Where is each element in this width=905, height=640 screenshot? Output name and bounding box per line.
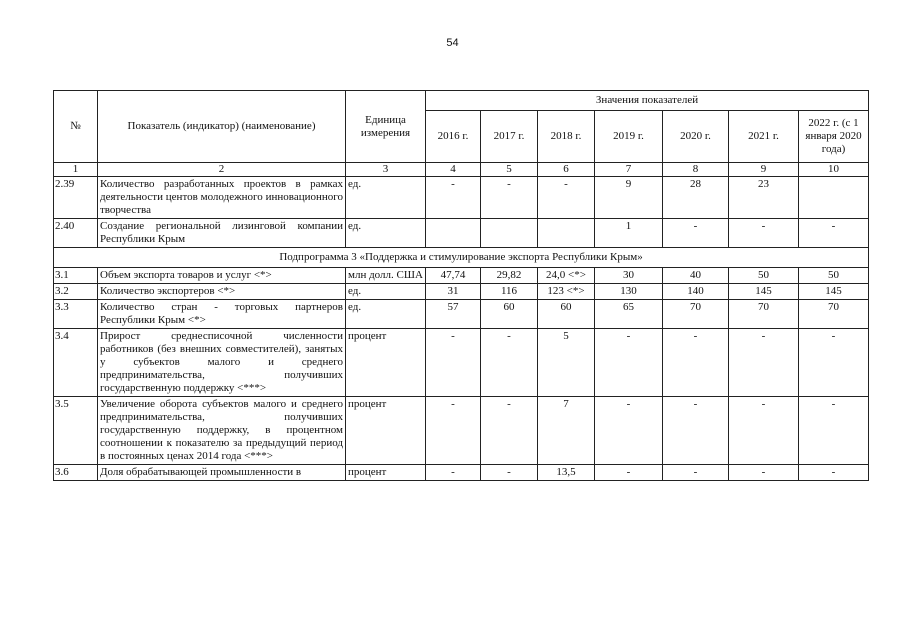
section-row — [54, 248, 869, 268]
row-number: 3.4 — [54, 329, 98, 397]
value-cell: 60 — [538, 300, 595, 329]
column-number: 5 — [481, 163, 538, 177]
rows-group-a — [54, 177, 869, 248]
row-number: 3.3 — [54, 300, 98, 329]
value-cell: 28 — [663, 177, 729, 219]
value-cell: - — [729, 465, 799, 481]
value-cell: 70 — [729, 300, 799, 329]
table-row — [54, 465, 869, 481]
unit-cell: процент — [346, 329, 426, 397]
value-cell: - — [799, 219, 869, 248]
header-year-2017: 2017 г. — [481, 111, 538, 163]
value-cell: - — [426, 465, 481, 481]
value-cell: 140 — [663, 284, 729, 300]
header-year-2022: 2022 г. (с 1 января 2020 года) — [799, 111, 869, 163]
column-number: 2 — [98, 163, 346, 177]
value-cell: - — [663, 397, 729, 465]
value-cell: - — [663, 465, 729, 481]
unit-cell: млн долл. США — [346, 268, 426, 284]
row-number: 3.6 — [54, 465, 98, 481]
value-cell: 7 — [538, 397, 595, 465]
value-cell: - — [426, 177, 481, 219]
value-cell: - — [729, 329, 799, 397]
unit-cell: ед. — [346, 177, 426, 219]
unit-cell: ед. — [346, 284, 426, 300]
header-year-2016: 2016 г. — [426, 111, 481, 163]
value-cell: 1 — [595, 219, 663, 248]
value-cell: - — [663, 219, 729, 248]
column-number: 1 — [54, 163, 98, 177]
value-cell: 70 — [799, 300, 869, 329]
table-row — [54, 268, 869, 284]
value-cell: 31 — [426, 284, 481, 300]
indicator-name: Доля обрабатывающей промышленности в — [98, 465, 346, 481]
header-indicator: Показатель (индикатор) (наименование) — [98, 91, 346, 163]
value-cell: - — [799, 397, 869, 465]
value-cell: 40 — [663, 268, 729, 284]
value-cell: 145 — [729, 284, 799, 300]
value-cell: 57 — [426, 300, 481, 329]
indicator-name: Объем экспорта товаров и услуг <*> — [98, 268, 346, 284]
value-cell: 13,5 — [538, 465, 595, 481]
column-number: 8 — [663, 163, 729, 177]
header-year-2020: 2020 г. — [663, 111, 729, 163]
header-values-group: Значения показателей — [426, 91, 869, 111]
value-cell: - — [729, 219, 799, 248]
section-title: Подпрограмма 3 «Поддержка и стимулирование экспорта Республики Крым» — [54, 248, 869, 268]
column-number: 6 — [538, 163, 595, 177]
value-cell: - — [538, 177, 595, 219]
value-cell: 116 — [481, 284, 538, 300]
value-cell: - — [663, 329, 729, 397]
value-cell: 145 — [799, 284, 869, 300]
row-number: 2.39 — [54, 177, 98, 219]
indicator-name: Создание региональной лизинговой компании Республики Крым — [98, 219, 346, 248]
header-unit: Единица измерения — [346, 91, 426, 163]
value-cell — [481, 219, 538, 248]
indicator-name: Количество стран - торговых партнеров Республики Крым <*> — [98, 300, 346, 329]
value-cell: - — [426, 329, 481, 397]
header-year-2021: 2021 г. — [729, 111, 799, 163]
value-cell: - — [595, 329, 663, 397]
unit-cell: процент — [346, 465, 426, 481]
value-cell: - — [595, 397, 663, 465]
table-row — [54, 284, 869, 300]
value-cell: - — [595, 465, 663, 481]
table-row — [54, 300, 869, 329]
column-number: 9 — [729, 163, 799, 177]
value-cell — [538, 219, 595, 248]
value-cell: - — [481, 397, 538, 465]
unit-cell: ед. — [346, 219, 426, 248]
header-year-2018: 2018 г. — [538, 111, 595, 163]
row-number: 3.1 — [54, 268, 98, 284]
value-cell: - — [799, 465, 869, 481]
value-cell: 50 — [729, 268, 799, 284]
value-cell: - — [729, 397, 799, 465]
rows-group-b — [54, 268, 869, 481]
header-number: № — [54, 91, 98, 163]
value-cell: 130 — [595, 284, 663, 300]
value-cell: 9 — [595, 177, 663, 219]
value-cell: 47,74 — [426, 268, 481, 284]
value-cell: 24,0 <*> — [538, 268, 595, 284]
value-cell: 70 — [663, 300, 729, 329]
header-year-2019: 2019 г. — [595, 111, 663, 163]
indicator-name: Количество экспортеров <*> — [98, 284, 346, 300]
column-number-row — [54, 163, 869, 177]
value-cell: 29,82 — [481, 268, 538, 284]
value-cell: - — [481, 465, 538, 481]
value-cell: - — [481, 329, 538, 397]
table-row — [54, 397, 869, 465]
indicator-name: Прирост среднесписочной численности работников (без внешних совместителей), занятых у субъектов малого и среднего предпринимательства, получивших государственную поддержку <***> — [98, 329, 346, 397]
column-number: 4 — [426, 163, 481, 177]
page-number: 54 — [446, 37, 459, 49]
value-cell: 60 — [481, 300, 538, 329]
value-cell: 23 — [729, 177, 799, 219]
value-cell: 123 <*> — [538, 284, 595, 300]
value-cell: - — [799, 329, 869, 397]
value-cell: 65 — [595, 300, 663, 329]
row-number: 3.2 — [54, 284, 98, 300]
value-cell: 5 — [538, 329, 595, 397]
row-number: 3.5 — [54, 397, 98, 465]
value-cell: - — [426, 397, 481, 465]
value-cell — [426, 219, 481, 248]
table-row — [54, 219, 869, 248]
value-cell — [799, 177, 869, 219]
column-number: 3 — [346, 163, 426, 177]
value-cell: 50 — [799, 268, 869, 284]
column-number: 7 — [595, 163, 663, 177]
indicator-name: Увеличение оборота субъектов малого и среднего предпринимательства, получивших государственную поддержку, в процентном соотношении к показателю за предыдущий период в постоянных ценах 2014 года <***> — [98, 397, 346, 465]
table-row — [54, 177, 869, 219]
indicators-table — [53, 90, 869, 481]
unit-cell: процент — [346, 397, 426, 465]
indicator-name: Количество разработанных проектов в рамках деятельности центов молодежного инновационного творчества — [98, 177, 346, 219]
value-cell: - — [481, 177, 538, 219]
table-row — [54, 329, 869, 397]
row-number: 2.40 — [54, 219, 98, 248]
value-cell: 30 — [595, 268, 663, 284]
table-header — [54, 91, 869, 163]
unit-cell: ед. — [346, 300, 426, 329]
column-number: 10 — [799, 163, 869, 177]
